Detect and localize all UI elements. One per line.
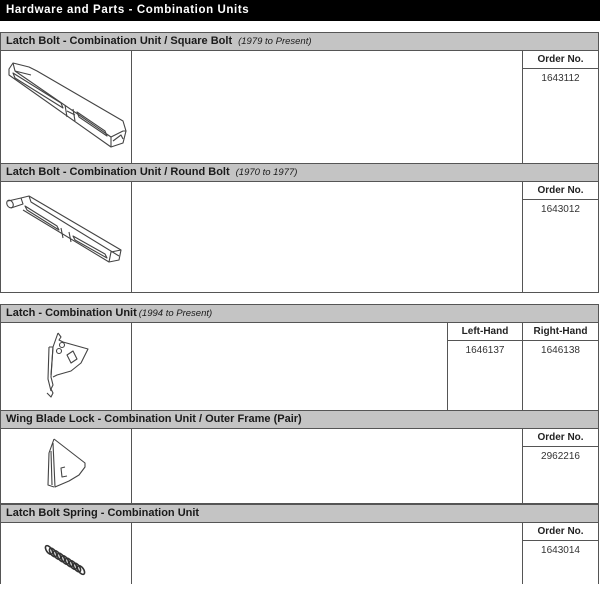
section-title-text: Latch Bolt Spring - Combination Unit [6,507,200,519]
section-title [1,505,598,523]
order-number: 2962216 [541,451,580,462]
section-title [1,305,598,323]
part-image-cell [1,429,132,503]
order-number: 1643012 [541,204,580,215]
round-latch-bolt-icon [1,182,132,292]
section-title [1,411,598,429]
order-number: 1646137 [465,345,505,356]
part-image-cell [1,51,132,163]
description-cell [132,523,523,584]
order-column [523,429,598,503]
section-title-text: Latch - Combination Unit [6,307,137,319]
section-date-note: (1994 to Present) [138,308,213,319]
page-title: Hardware and Parts - Combination Units [0,0,600,21]
order-column [523,51,598,163]
section-square-latch-bolt [0,32,599,164]
section-wing-blade-lock [0,410,599,504]
order-column-header: Order No. [523,182,598,200]
part-image-cell [1,523,132,584]
order-number: 1643112 [541,73,580,84]
section-date-note: (1970 to 1977) [235,167,298,178]
section-title [1,33,598,51]
order-column-header: Left-Hand [448,323,522,341]
section-title-text: Latch Bolt - Combination Unit / Square Bolt [6,35,233,47]
order-column [523,182,598,292]
description-cell [132,182,523,292]
order-column-right-hand [523,323,598,410]
description-cell [132,51,523,163]
part-image-cell [1,182,132,292]
section-title-text: Wing Blade Lock - Combination Unit / Outer Frame (Pair) [6,413,302,425]
section-date-note: (1979 to Present) [238,36,312,47]
section-title-text: Latch Bolt - Combination Unit / Round Bolt [6,166,230,178]
order-column-left-hand [448,323,523,410]
latch-icon [1,323,132,410]
description-cell [132,429,523,503]
section-latch [0,304,599,411]
section-latch-bolt-spring [0,504,599,584]
wing-blade-lock-icon [1,429,132,503]
order-number: 1643014 [541,545,580,556]
order-column-header: Order No. [523,429,598,447]
order-column-header: Right-Hand [523,323,598,341]
order-column [523,523,598,584]
order-column-header: Order No. [523,51,598,69]
section-title [1,164,598,182]
description-cell [132,323,448,410]
order-column-header: Order No. [523,523,598,541]
order-number: 1646138 [541,345,580,356]
spring-icon [1,523,132,584]
square-latch-bolt-icon [1,51,132,163]
section-round-latch-bolt [0,163,599,293]
part-image-cell [1,323,132,410]
